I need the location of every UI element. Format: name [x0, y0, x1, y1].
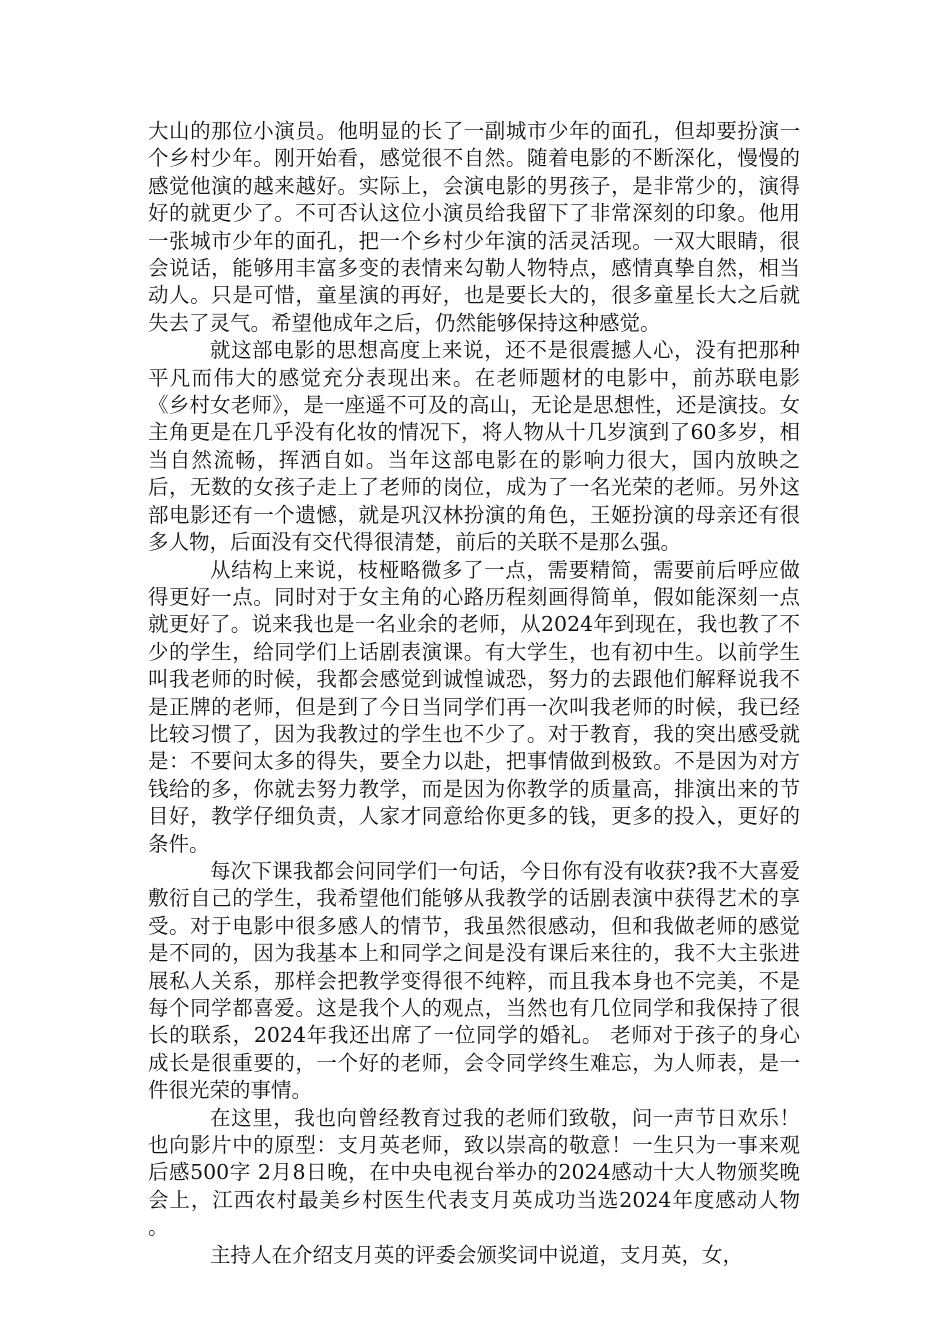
paragraph-5: 在这里，我也向曾经教育过我的老师们致敬，问一声节日欢乐！也向影片中的原型：支月英老师，致以崇高的敬意！一生只为一事来观后感500字 2月8日晚，在中央电视台举办的2024感动十大人物颁奖晚会上，江西农村最美乡村医生代表支月英成功当选2024年度感动人物 。: [148, 1105, 800, 1240]
paragraph-4: 每次下课我都会问同学们一句话，今日你有没有收获?我不大喜爱敷衍自己的学生，我希望他们能够从我教学的话剧表演中获得艺术的享受。对于电影中很多感人的情节，我虽然很感动，但和我做老师的感觉是不同的，因为我基本上和同学之间是没有课后来往的，我不大主张进展私人关系，那样会把教学变得很不纯粹，而且我本身也不完美，不是每个同学都喜爱。这是我个人的观点，当然也有几位同学和我保持了很长的联系，2024年我还出席了一位同学的婚礼。 老师对于孩子的身心成长是很重要的，一个好的老师，会令同学终生难忘，为人师表，是一件很光荣的事情。: [148, 858, 800, 1103]
paragraph-1: 大山的那位小演员。他明显的长了一副城市少年的面孔，但却要扮演一个乡村少年。刚开始看，感觉很不自然。随着电影的不断深化，慢慢的感觉他演的越来越好。实际上，会演电影的男孩子，是非常少的，演得好的就更少了。不可否认这位小演员给我留下了非常深刻的印象。他用一张城市少年的面孔，把一个乡村少年演的活灵活现。一双大眼睛，很会说话，能够用丰富多变的表情来勾勒人物特点，感情真挚自然，相当动人。只是可惜，童星演的再好，也是要长大的，很多童星长大之后就失去了灵气。希望他成年之后，仍然能够保持这种感觉。: [148, 119, 800, 335]
paragraph-6: 主持人在介绍支月英的评委会颁奖词中说道，支月英，女，: [210, 1242, 743, 1267]
document-body: [148, 118, 800, 1269]
paragraph-3: 从结构上来说，枝桠略微多了一点，需要精简，需要前后呼应做得更好一点。同时对于女主角的心路历程刻画得简单，假如能深刻一点就更好了。说来我也是一名业余的老师，从2024年到现在，我也教了不少的学生，给同学们上话剧表演课。有大学生，也有初中生。以前学生叫我老师的时候，我都会感觉到诚惶诚恐，努力的去跟他们解释说我不是正牌的老师，但是到了今日当同学们再一次叫我老师的时候，我已经比较习惯了，因为我教过的学生也不少了。对于教育，我的突出感受就是：不要问太多的得失，要全力以赴，把事情做到极致。不是因为对方钱给的多，你就去努力教学，而是因为你教学的质量高，排演出来的节目好，教学仔细负责，人家才同意给你更多的钱，更多的投入，更好的条件。: [148, 557, 800, 856]
paragraph-2: 就这部电影的思想高度上来说，还不是很震撼人心，没有把那种平凡而伟大的感觉充分表现出来。在老师题材的电影中，前苏联电影《乡村女老师》，是一座遥不可及的高山，无论是思想性，还是演技。女主角更是在几乎没有化妆的情况下，将人物从十几岁演到了60多岁，相当自然流畅，挥洒自如。当年这部电影在的影响力很大，国内放映之后，无数的女孩子走上了老师的岗位，成为了一名光荣的老师。另外这部电影还有一个遗憾，就是巩汉林扮演的角色，王姬扮演的母亲还有很多人物，后面没有交代得很清楚，前后的关联不是那么强。: [148, 338, 800, 555]
